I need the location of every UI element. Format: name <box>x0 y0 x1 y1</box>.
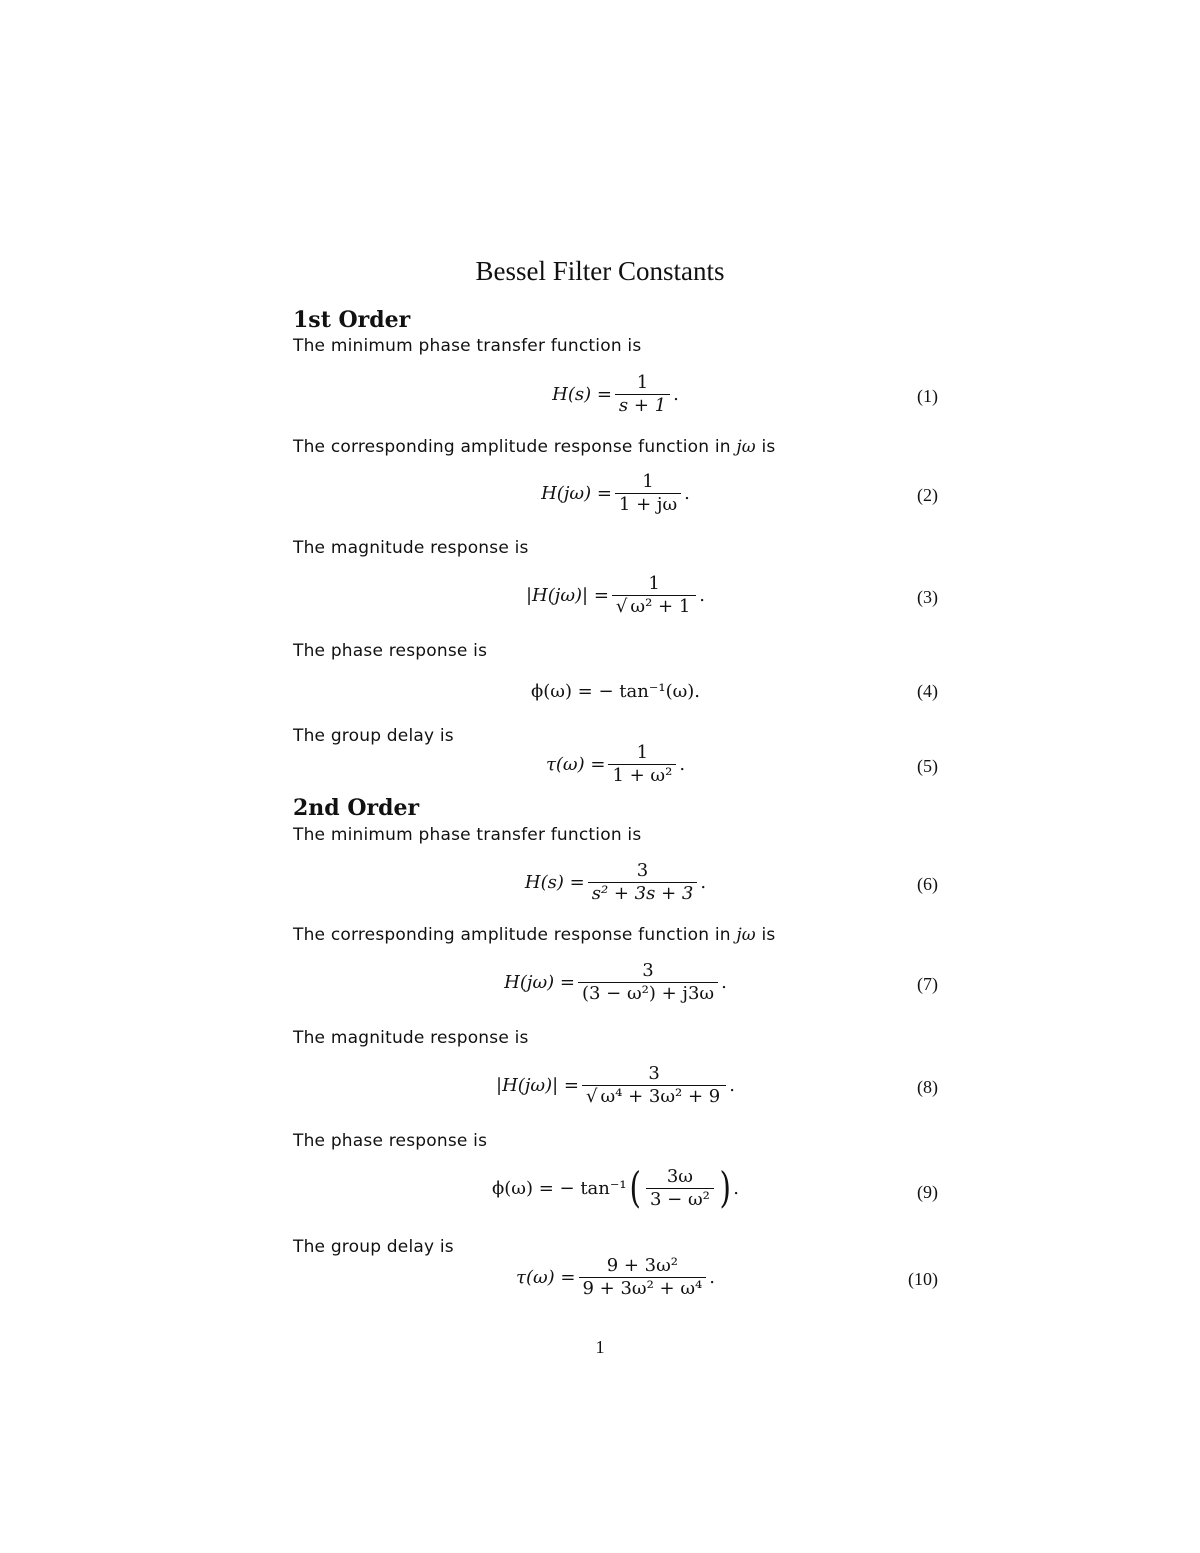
eq2-numerator: 1 <box>642 471 654 492</box>
paragraph-transfer-1: The minimum phase transfer function is <box>293 336 642 356</box>
paragraph-amplitude-1 <box>293 437 775 457</box>
eq8-lhs: |H(jω)| = <box>496 1075 579 1096</box>
eq6-numerator: 3 <box>636 860 649 881</box>
eq3-denominator: ω² + 1 <box>630 596 691 617</box>
paragraph-magnitude-2: The magnitude response is <box>293 1028 529 1048</box>
paragraph-group-delay-2: The group delay is <box>293 1237 454 1257</box>
amplitude-suffix-1: is <box>761 437 776 457</box>
eq3-lhs: |H(jω)| = <box>525 585 609 606</box>
equation-7: H(jω) = $\frac{3}{\text{(3 − ω²) + j3ω}}$ . (7) <box>504 960 938 1004</box>
paragraph-phase-1: The phase response is <box>293 641 488 661</box>
eq3-number: (3) <box>917 587 938 607</box>
eq9-right-paren: ) <box>719 1163 731 1212</box>
eq9-left-paren: ( <box>629 1163 641 1212</box>
eq2-lhs: H(jω) = <box>541 483 612 504</box>
eq1-number: (1) <box>917 386 938 406</box>
eq5-lhs: τ(ω) = <box>545 754 606 775</box>
eq2-number: (2) <box>917 485 938 505</box>
eq7-numerator: 3 <box>642 960 654 981</box>
section-heading-1st-order: 1st Order <box>293 307 411 333</box>
amplitude-prefix-2: The corresponding amplitude response function in <box>293 925 731 945</box>
eq9-lhs: ϕ(ω) = − tan⁻¹ <box>492 1178 627 1199</box>
eq10-denominator: 9 + 3ω² + ω⁴ <box>579 1277 707 1300</box>
eq9-denominator: 3 − ω² <box>646 1188 714 1211</box>
eq9-number: (9) <box>917 1182 938 1202</box>
eq5-numerator: 1 <box>636 742 649 763</box>
eq1-numerator: 1 <box>636 372 649 393</box>
equation-9: ϕ(ω) = − tan⁻¹ ( $\frac{3\omega}{\text{3 − ω²}}$ ) . (9) <box>492 1163 938 1212</box>
eq8-denominator: ω⁴ + 3ω² + 9 <box>600 1086 721 1107</box>
eq10-lhs: τ(ω) = <box>516 1267 576 1288</box>
page-number: 1 <box>595 1337 605 1357</box>
eq7-number: (7) <box>917 974 938 994</box>
eq5-denominator: 1 + ω² <box>608 764 676 787</box>
paragraph-magnitude-1: The magnitude response is <box>293 538 529 558</box>
eq7-lhs: H(jω) = <box>504 972 575 993</box>
eq5-number: (5) <box>917 756 938 776</box>
eq8-number: (8) <box>917 1077 938 1097</box>
amplitude-suffix-2: is <box>761 925 776 945</box>
eq4-expression: ϕ(ω) = − tan⁻¹(ω). <box>530 681 701 702</box>
eq1-denominator: s + 1 <box>615 394 670 417</box>
page-title: Bessel Filter Constants <box>475 256 725 286</box>
paragraph-group-delay-1: The group delay is <box>293 726 454 746</box>
eq10-numerator: 9 + 3ω² <box>606 1255 679 1276</box>
equation-2: H(jω) = $\frac{1}{1 + j\omega}$ . (2) <box>541 471 938 515</box>
eq7-denominator: (3 − ω²) + j3ω <box>578 982 718 1005</box>
equation-5: τ(ω) = $\frac{1}{\text{1 + ω²}}$ . (5) <box>545 742 938 786</box>
paragraph-amplitude-2 <box>293 925 775 945</box>
eq6-denominator: s² + 3s + 3 <box>588 882 698 905</box>
amplitude-prefix-1: The corresponding amplitude response function in <box>293 437 731 457</box>
equation-4 <box>293 681 938 707</box>
eq9-numerator: 3ω <box>666 1166 693 1187</box>
eq6-lhs: H(s) = <box>524 872 585 893</box>
eq1-lhs: H(s) = <box>552 384 612 405</box>
amplitude-var-1: jω <box>736 437 756 457</box>
equation-3: |H(jω)| = $\frac{1}{\text{√ ω² + 1}}$ . (3) <box>525 573 938 617</box>
paragraph-phase-2: The phase response is <box>293 1131 488 1151</box>
eq3-numerator: 1 <box>648 573 660 594</box>
section-heading-2nd-order: 2nd Order <box>293 795 420 821</box>
eq2-denominator: 1 + jω <box>615 493 681 516</box>
eq10-number: (10) <box>908 1269 938 1289</box>
eq8-numerator: 3 <box>648 1063 660 1084</box>
equation-1: H(s) = $\frac{1}{s + 1}$ . (1) <box>552 372 938 416</box>
equation-8: |H(jω)| = $\frac{3}{\text{√ ω⁴ + 3ω² + 9}}$ . (8) <box>496 1063 938 1107</box>
eq4-number: (4) <box>917 681 938 701</box>
paragraph-transfer-2: The minimum phase transfer function is <box>293 825 642 845</box>
equation-10: τ(ω) = $\frac{\text{9 + 3ω²}}{\text{9 + 3ω² + ω⁴}}$ . (10) <box>516 1255 938 1299</box>
equation-6: H(s) = $\frac{3}{\text{s² + 3s + 3}}$ . (6) <box>524 860 938 904</box>
eq6-number: (6) <box>917 874 938 894</box>
amplitude-var-2: jω <box>736 925 756 945</box>
